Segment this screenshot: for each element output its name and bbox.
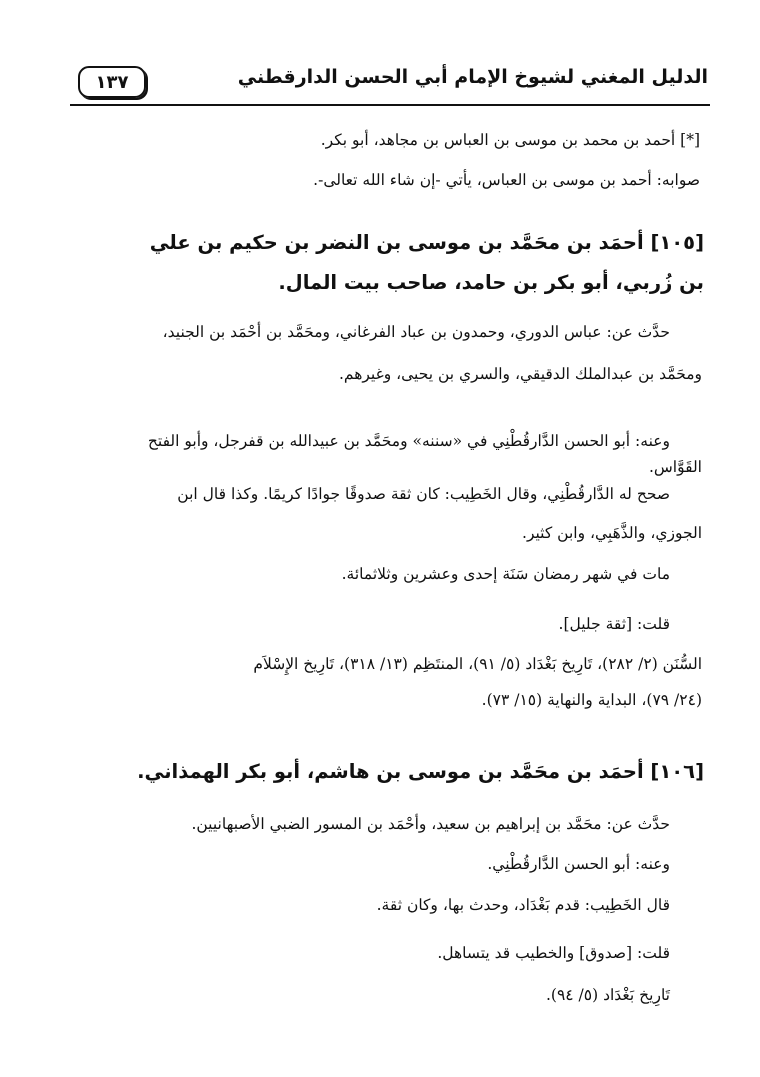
entry-106-sources: تَارِيخ بَغْدَاد (٥/ ٩٤). — [545, 986, 670, 1004]
entry-106-khatib-statement: قال الخَطِيب: قدم بَغْدَاد، وحدث بها، وكان ثقة. — [376, 896, 670, 914]
note-line-2: صوابه: أحمد بن موسى بن العباس، يأتي -إن شاء الله تعالى-. — [313, 171, 700, 189]
entry-105-grading-line-1: صحح له الدَّارقُطْنِي، وقال الخَطِيب: كان ثقة صدوقًا جوادًا كريمًا. وكذا قال ابن — [177, 485, 670, 503]
entry-105-sources-line-2: (٢٤/ ٧٩)، البداية والنهاية (١٥/ ٧٣). — [481, 691, 702, 709]
entry-105-grading-line-2: الجوزي، والذَّهَبِي، وابن كثير. — [522, 524, 702, 542]
entry-105-students-line-2: القَوَّاس. — [648, 458, 702, 476]
page-number-badge: ١٣٧ — [78, 66, 146, 98]
entry-105-verdict: قلت: [ثقة جليل]. — [558, 615, 670, 633]
entry-106-students: وعنه: أبو الحسن الدَّارقُطْنِي. — [487, 855, 670, 873]
running-header-title: الدليل المغني لشيوخ الإمام أبي الحسن الدارقطني — [237, 66, 708, 88]
entry-106-teachers: حدَّث عن: محَمَّد بن إبراهيم بن سعيد، وأحْمَد بن المسور الضبي الأصبهانيين. — [191, 815, 670, 833]
entry-105-sources-line-1: السُّنَن (٢/ ٢٨٢)، تَارِيخ بَغْدَاد (٥/ ٩١)، المنتَظِم (١٣/ ٣١٨)، تَارِيخ الإِسْلاَم — [253, 655, 702, 673]
entry-106-verdict: قلت: [صدوق] والخطيب قد يتساهل. — [437, 944, 670, 962]
header-divider — [70, 104, 710, 106]
entry-105-teachers-line-2: ومحَمَّد بن عبدالملك الدقيقي، والسري بن يحيى، وغيرهم. — [338, 365, 702, 383]
entry-105-heading-line-2: بن زُربي، أبو بكر بن حامد، صاحب بيت المال. — [278, 271, 704, 294]
entry-105-heading-line-1: [١٠٥] أحمَد بن محَمَّد بن موسى بن النضر بن حكيم بن علي — [149, 231, 704, 254]
entry-105-students-line-1: وعنه: أبو الحسن الدَّارقُطْنِي في «سننه» ومحَمَّد بن عبيدالله بن قفرجل، وأبو الفتح — [147, 432, 670, 450]
entry-106-heading: [١٠٦] أحمَد بن محَمَّد بن موسى بن هاشم، أبو بكر الهمذاني. — [137, 760, 704, 783]
note-line-1: [*] أحمد بن محمد بن موسى بن العباس بن مجاهد، أبو بكر. — [320, 131, 700, 149]
entry-105-death: مات في شهر رمضان سَنَة إحدى وعشرين وثلاثمائة. — [341, 565, 670, 583]
entry-105-teachers-line-1: حدَّث عن: عباس الدوري، وحمدون بن عباد الفرغاني، ومحَمَّد بن أحْمَد بن الجنيد، — [162, 323, 670, 341]
